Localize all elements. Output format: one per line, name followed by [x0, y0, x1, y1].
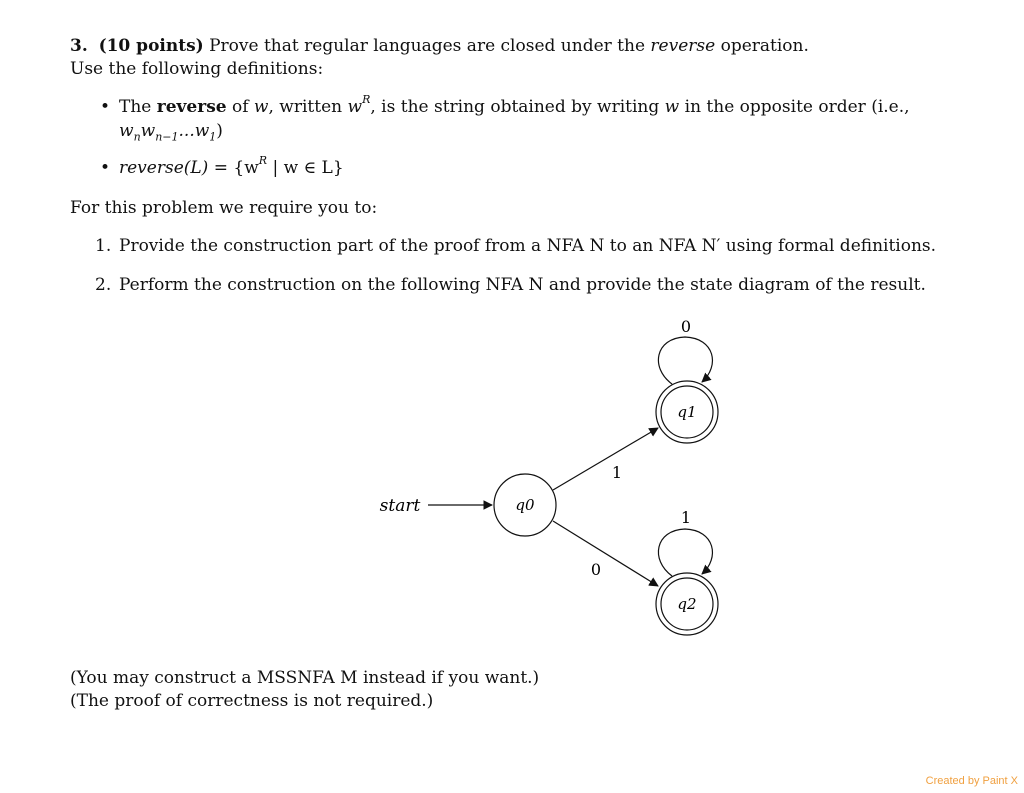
problem-number: 3. [70, 36, 88, 56]
problem-title-emph: reverse [650, 36, 716, 56]
note-mssnfa: (You may construct a MSSNFA M instead if you want.) [70, 668, 540, 688]
start-label: start [379, 496, 421, 516]
requirement-2-number: 2. [95, 275, 112, 295]
requirements-intro: For this problem we require you to: [70, 198, 378, 218]
state-q0-label: q0 [515, 496, 535, 514]
edge-q0-q2 [553, 521, 658, 586]
problem-title: Prove that regular languages are closed under the [209, 36, 646, 56]
problem-intro: Use the following definitions: [70, 59, 324, 79]
requirement-2-text: Perform the construction on the following NFA N and provide the state diagram of the result. [119, 275, 926, 295]
loop-q1 [658, 337, 712, 384]
edge-q0-q2-label: 0 [590, 560, 602, 579]
watermark: Created by Paint X [925, 775, 1018, 787]
loop-q2-label: 1 [680, 508, 692, 527]
bullet-icon: • [100, 158, 111, 178]
bullet-icon: • [100, 97, 111, 117]
requirement-1-number: 1. [95, 236, 112, 256]
definition-1-formula: $w_nw_{n-1}...w_1$) [119, 121, 223, 144]
loop-q1-label: 0 [680, 317, 692, 336]
definition-1: The reverse of w, written $w^R$, is the string obtained by writing w in the opposite order (i.e., [119, 93, 910, 117]
problem-points: (10 points) [98, 36, 204, 56]
definition-2: reverse(L) = {$w^R$ | w ∈ L} [119, 154, 344, 178]
state-q1-label: q1 [677, 403, 697, 421]
note-correctness: (The proof of correctness is not required.) [70, 691, 434, 711]
edge-q0-q1-label: 1 [611, 463, 623, 482]
loop-q2 [658, 529, 712, 576]
requirement-1-text: Provide the construction part of the proof from a NFA N to an NFA N′ using formal definitions. [119, 236, 937, 256]
problem-title-end: operation. [720, 36, 809, 56]
state-q2-label: q2 [677, 595, 697, 613]
edge-q0-q1 [553, 428, 658, 490]
